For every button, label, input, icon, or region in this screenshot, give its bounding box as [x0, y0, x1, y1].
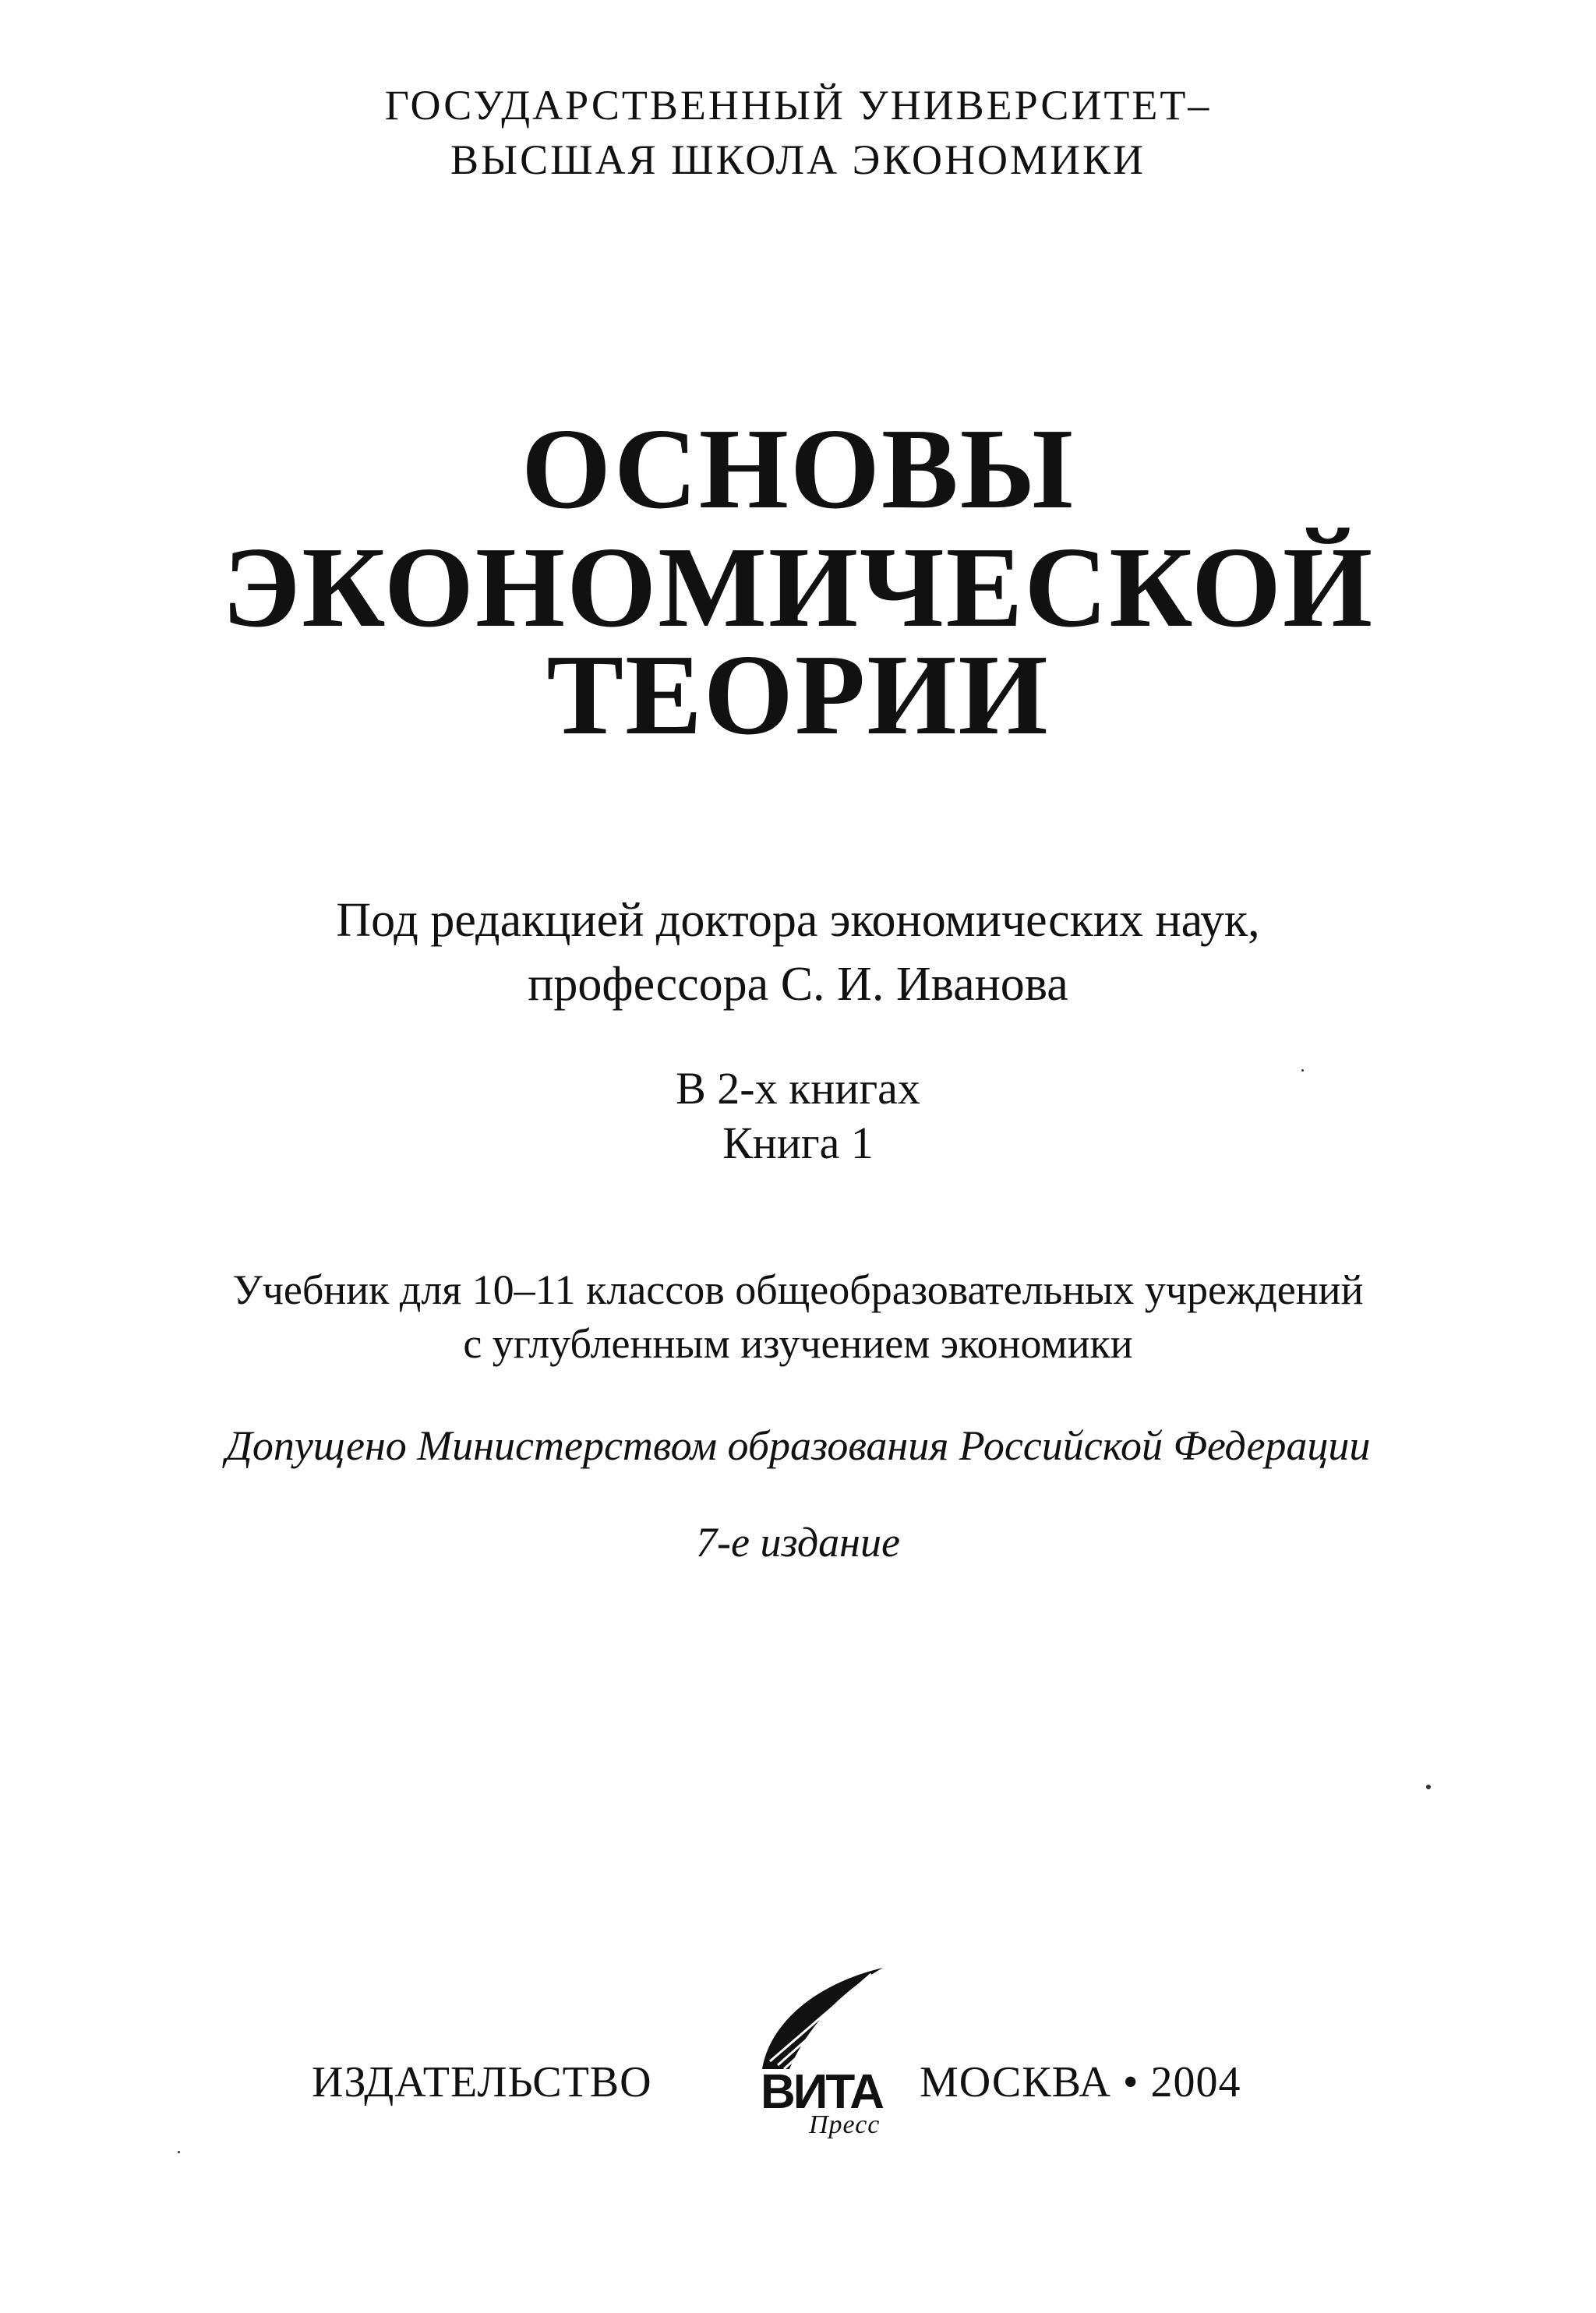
editor-line-1: Под редакцией доктора экономических наук,: [336, 894, 1260, 947]
editor-line-2: профессора С. И. Иванова: [528, 958, 1068, 1011]
purpose-line-1: Учебник для 10–11 классов общеобразовательных учреждений: [232, 1266, 1364, 1313]
volume-series: В 2-х книгах: [676, 1063, 920, 1114]
book-title-line-2: ЭКОНОМИЧЕСКОЙ: [221, 524, 1375, 652]
publisher-footer: [0, 2026, 1596, 2143]
scan-speck: [1426, 1785, 1431, 1789]
edition-note: 7-е издание: [696, 1519, 900, 1566]
logo-main-text: ВИТА: [761, 2065, 883, 2119]
approval-note: Допущено Министерством образования Российской Федерации: [225, 1422, 1371, 1469]
book-title-line-1: ОСНОВЫ: [521, 405, 1075, 533]
purpose-line-2: с углубленным изучением экономики: [463, 1320, 1133, 1367]
vita-press-logo-icon: [715, 1952, 910, 2139]
institution-line-1: ГОСУДАРСТВЕННЫЙ УНИВЕРСИТЕТ–: [384, 82, 1212, 129]
publisher-label: ИЗДАТЕЛЬСТВО: [312, 2058, 652, 2106]
city-year: МОСКВА • 2004: [920, 2058, 1241, 2106]
scan-speck: [1301, 1069, 1304, 1072]
logo-sub-text: Пресс: [809, 2110, 881, 2139]
institution-line-2: ВЫСШАЯ ШКОЛА ЭКОНОМИКИ: [450, 136, 1146, 183]
scan-speck: [178, 2151, 180, 2153]
volume-book: Книга 1: [722, 1118, 874, 1168]
book-title-line-3: ТЕОРИИ: [546, 631, 1050, 759]
